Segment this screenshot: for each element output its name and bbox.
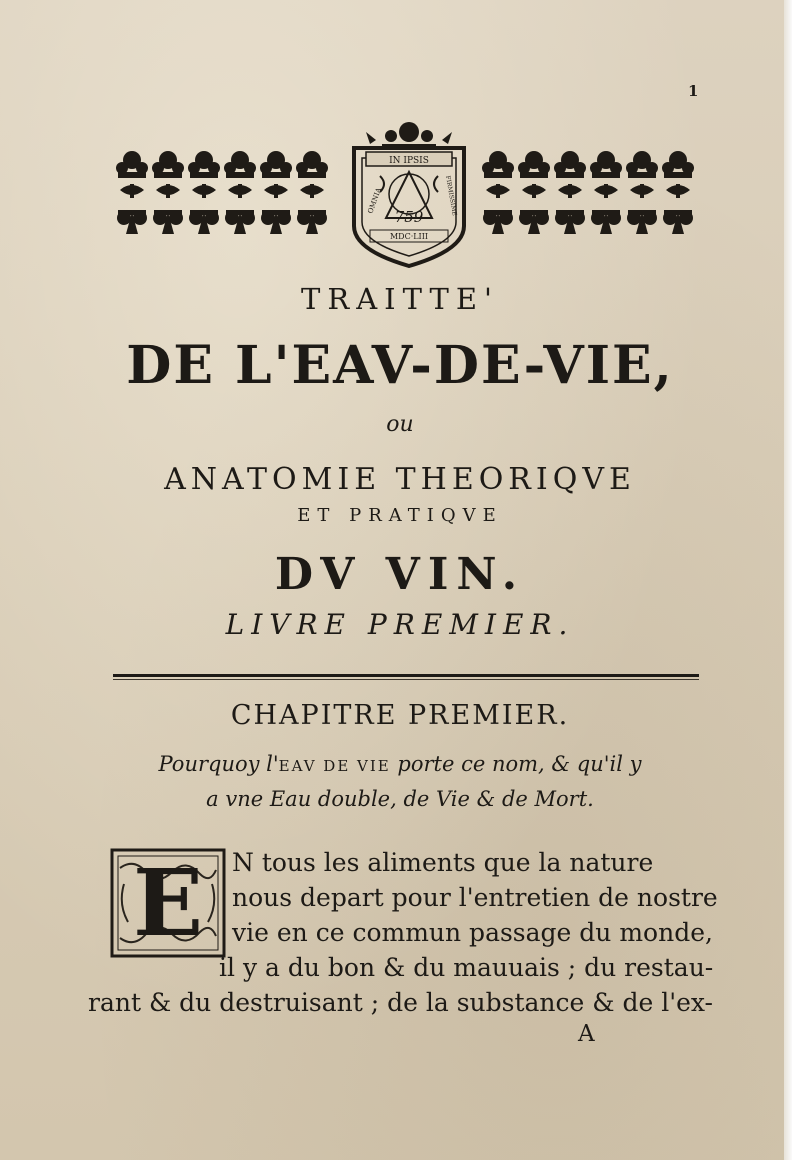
- title-line-traitte: TRAITTE': [301, 282, 499, 316]
- body-line-3: vie en ce commun passage du monde,: [232, 918, 713, 947]
- dropcap-letter: E: [132, 849, 204, 957]
- emblem-bottom-text: MDC·LIII: [389, 232, 429, 241]
- fleuron-band-left-icon: [114, 142, 332, 258]
- emblem-left-text: OMNIA: [366, 186, 384, 215]
- section-rule-thin: [113, 679, 699, 680]
- catchword: A: [578, 1021, 595, 1047]
- body-line-5: rant & du destruisant ; de la substance & de l'ex-: [88, 988, 713, 1017]
- body-line-1: N tous les aliments que la nature: [232, 848, 654, 877]
- dropcap: [110, 848, 226, 958]
- body-line-4: il y a du bon & du mauuais ; du restau-: [219, 953, 714, 982]
- title-line-du-vin: DV VIN.: [274, 549, 526, 600]
- summary-part-a: Pourquoy l': [158, 752, 279, 776]
- title-line-pratique: ET PRATIQVE: [297, 505, 503, 526]
- chapter-summary-line2: a vne Eau double, de Vie & de Mort.: [206, 787, 594, 811]
- fleuron-band-right-icon: [480, 142, 698, 258]
- summary-part-c: porte ce nom, & qu'il y: [390, 752, 642, 776]
- summary-part-eau-de-vie: EAV DE VIE: [278, 757, 391, 775]
- chapter-summary-line1: [0, 752, 800, 776]
- page-number: 1: [688, 82, 699, 100]
- chapter-heading: CHAPITRE PREMIER.: [230, 700, 570, 731]
- headpiece: [0, 118, 800, 268]
- title-line-main: DE L'EAV-DE-VIE,: [126, 335, 674, 396]
- emblem-banner-text: IN IPSIS: [389, 156, 429, 166]
- title-line-ou: ou: [386, 412, 414, 437]
- printer-emblem-icon: [346, 118, 472, 268]
- title-line-anatomie: ANATOMIE THEORIQVE: [164, 462, 636, 497]
- emblem-right-text: FIRMISSIME: [444, 175, 458, 217]
- title-line-livre: LIVRE PREMIER.: [225, 608, 575, 641]
- body-line-2: nous depart pour l'entretien de nostre: [232, 883, 718, 912]
- section-rule: [113, 674, 699, 677]
- emblem-center-text: 759: [394, 208, 424, 226]
